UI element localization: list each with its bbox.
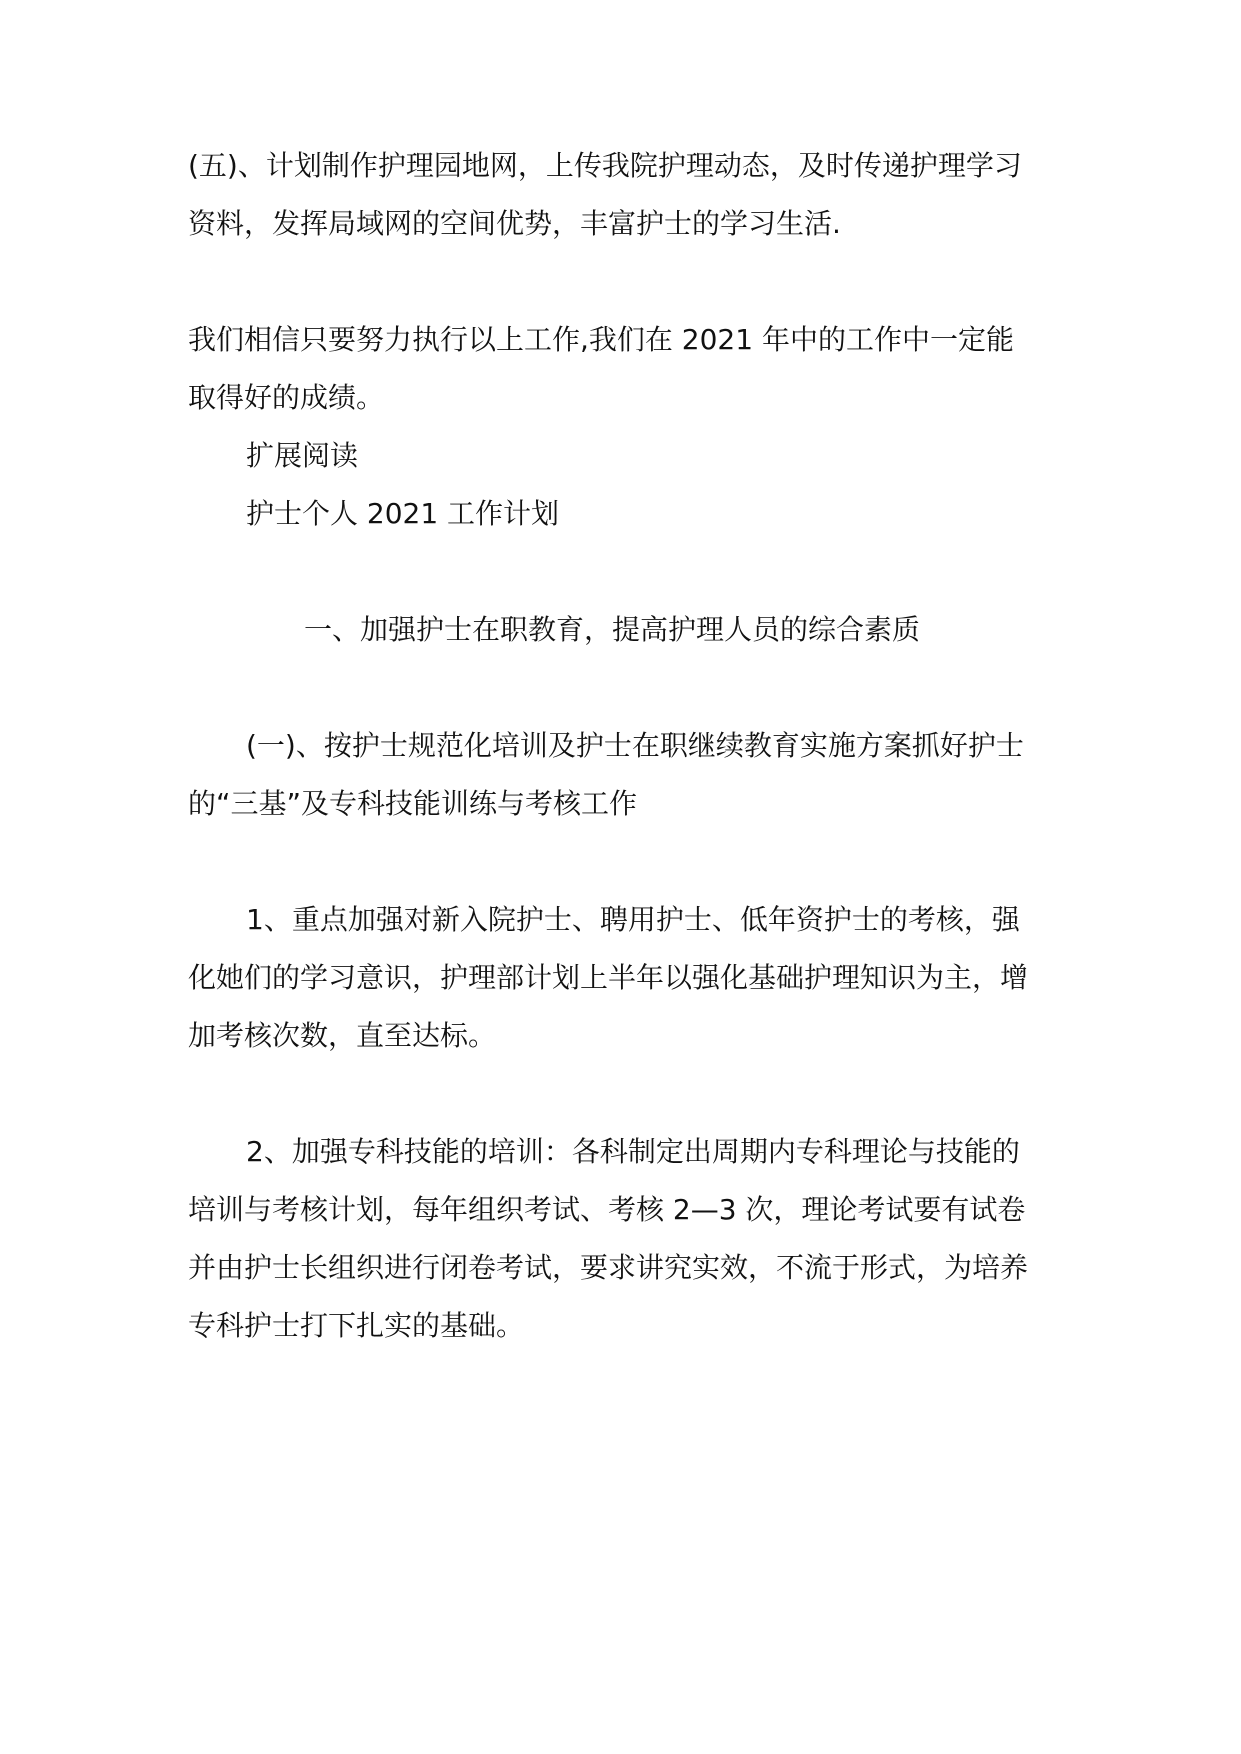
paragraph-line: 化她们的学习意识，护理部计划上半年以强化基础护理知识为主，增 (188, 961, 1029, 994)
paragraph-line: (五)、计划制作护理园地网，上传我院护理动态，及时传递护理学习 (188, 149, 1022, 182)
paragraph-line: 培训与考核计划，每年组织考试、考核 2—3 次，理论考试要有试卷 (188, 1193, 1026, 1226)
paragraph-line: 资料，发挥局域网的空间优势，丰富护士的学习生活. (188, 207, 841, 240)
paragraph-line: 加考核次数，直至达标。 (188, 1019, 497, 1052)
section-heading: 一、加强护士在职教育，提高护理人员的综合素质 (304, 613, 921, 646)
extended-reading-label: 扩展阅读 (246, 439, 359, 472)
paragraph-line: 1、重点加强对新入院护士、聘用护士、低年资护士的考核，强 (246, 903, 1020, 936)
section-title: 护士个人 2021 工作计划 (246, 497, 560, 530)
paragraph-line: 专科护士打下扎实的基础。 (188, 1309, 525, 1342)
paragraph-line: 我们相信只要努力执行以上工作,我们在 2021 年中的工作中一定能 (188, 323, 1014, 356)
paragraph-line: 2、加强专科技能的培训：各科制定出周期内专科理论与技能的 (246, 1135, 1020, 1168)
paragraph-line: 的“三基”及专科技能训练与考核工作 (188, 787, 638, 820)
paragraph-line: (一)、按护士规范化培训及护士在职继续教育实施方案抓好护士 (246, 729, 1024, 762)
paragraph-line: 并由护士长组织进行闭卷考试，要求讲究实效，不流于形式，为培养 (188, 1251, 1029, 1284)
paragraph-line: 取得好的成绩。 (188, 381, 385, 414)
